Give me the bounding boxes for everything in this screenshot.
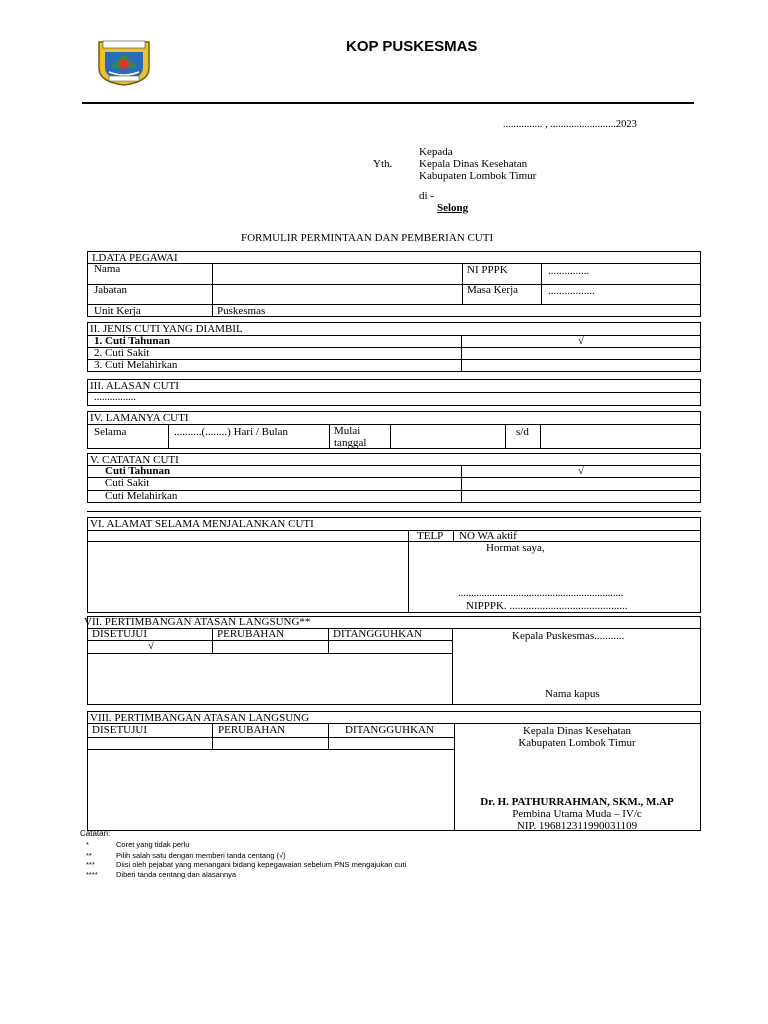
hormat-saya: Hormat saya, bbox=[486, 542, 545, 554]
masa-kerja-value: ................. bbox=[548, 285, 595, 297]
section-lamanya-cuti bbox=[87, 411, 701, 449]
note-symbol: *** bbox=[86, 860, 95, 869]
official-rank: Pembina Utama Muda – IV/c bbox=[512, 808, 642, 820]
note-text: Pilih salah satu dengan memberi tanda centang (√) bbox=[116, 851, 286, 860]
section-data-pegawai bbox=[87, 251, 701, 317]
section-title: III. ALASAN CUTI bbox=[90, 380, 179, 392]
section-alamat-cuti bbox=[87, 517, 701, 613]
recipient-line-2: Kabupaten Lombok Timur bbox=[419, 170, 537, 182]
check-mark: √ bbox=[148, 640, 155, 652]
regency-logo bbox=[97, 38, 151, 86]
alasan-value: ................ bbox=[94, 392, 136, 403]
note-item bbox=[86, 851, 286, 860]
signature-dots: ............................................................... bbox=[458, 588, 624, 599]
note-text: Diberi tanda centang dan alasannya bbox=[116, 870, 237, 879]
notes-title: Catatan: bbox=[80, 829, 111, 838]
section-pertimbangan-atasan bbox=[84, 616, 701, 705]
official-nip: NIP. 196812311990031109 bbox=[516, 820, 638, 832]
unit-kerja-value: Puskesmas bbox=[217, 305, 266, 317]
di-label: di - bbox=[419, 190, 434, 202]
note-symbol: **** bbox=[86, 870, 98, 879]
section-catatan-cuti bbox=[87, 453, 701, 503]
note-symbol: ** bbox=[86, 851, 92, 860]
header-rule bbox=[82, 102, 694, 104]
perubahan-label: PERUBAHAN bbox=[217, 628, 285, 640]
nama-label: Nama bbox=[94, 263, 121, 275]
jenis-cuti-item: 3. Cuti Melahirkan bbox=[94, 359, 178, 371]
disetujui-label: DISETUJUI bbox=[92, 724, 147, 736]
catatan-item: Cuti Sakit bbox=[105, 477, 150, 489]
nipppk-line: NIPPPK. ........................................... bbox=[466, 600, 628, 612]
section-title: VII. PERTIMBANGAN ATASAN LANGSUNG** bbox=[84, 616, 311, 628]
unit-kerja-label: Unit Kerja bbox=[94, 305, 141, 317]
place-name: Selong bbox=[437, 202, 469, 214]
jenis-cuti-item: 2. Cuti Sakit bbox=[94, 347, 150, 359]
note-text: Coret yang tidak perlu bbox=[116, 840, 190, 849]
official-name: Dr. H. PATHURRAHMAN, SKM., M.AP bbox=[480, 796, 674, 808]
perubahan-label: PERUBAHAN bbox=[218, 724, 286, 736]
section-title: VI. ALAMAT SELAMA MENJALANKAN CUTI bbox=[90, 518, 314, 530]
separator-rule bbox=[87, 511, 701, 512]
check-mark: √ bbox=[578, 335, 585, 347]
form-title: FORMULIR PERMINTAAN DAN PEMBERIAN CUTI bbox=[241, 232, 494, 244]
section-title: IV. LAMANYA CUTI bbox=[90, 412, 189, 424]
yth-label: Yth. bbox=[373, 158, 393, 170]
wa-label: NO WA aktif bbox=[459, 530, 517, 542]
nipppk-label: NI PPPK bbox=[467, 264, 508, 276]
nipppk-value: ............... bbox=[548, 265, 590, 277]
section-title: I.DATA PEGAWAI bbox=[92, 252, 178, 264]
jabatan-label: Jabatan bbox=[94, 284, 127, 296]
note-item bbox=[86, 860, 406, 869]
recipient-line-1: Kepala Dinas Kesehatan bbox=[419, 158, 528, 170]
jenis-cuti-item: 1. Cuti Tahunan bbox=[94, 335, 171, 347]
masa-kerja-label: Masa Kerja bbox=[467, 284, 519, 296]
ditangguhkan-label: DITANGGUHKAN bbox=[345, 724, 434, 736]
section-title: VIII. PERTIMBANGAN ATASAN LANGSUNG bbox=[90, 712, 310, 724]
kepala-puskesmas: Kepala Puskesmas........... bbox=[512, 630, 625, 642]
date-line: ............... , .........................2023 bbox=[503, 119, 637, 130]
section-title: V. CATATAN CUTI bbox=[90, 454, 179, 466]
nama-kapus: Nama kapus bbox=[545, 688, 600, 700]
mulai-label: Mulai bbox=[334, 425, 361, 437]
tanggal-label: tanggal bbox=[334, 437, 367, 449]
ditangguhkan-label: DITANGGUHKAN bbox=[333, 628, 422, 640]
official-title-2: Kabupaten Lombok Timur bbox=[518, 737, 636, 749]
note-item bbox=[86, 840, 189, 849]
sd-label: s/d bbox=[516, 426, 529, 438]
to-label: Kepada bbox=[419, 146, 453, 158]
selama-label: Selama bbox=[94, 426, 127, 438]
letterhead-title: KOP PUSKESMAS bbox=[346, 38, 478, 55]
note-symbol: * bbox=[86, 840, 89, 849]
telp-label: TELP bbox=[417, 530, 444, 542]
official-title-1: Kepala Dinas Kesehatan bbox=[522, 725, 632, 737]
catatan-item: Cuti Melahirkan bbox=[105, 490, 178, 502]
catatan-item: Cuti Tahunan bbox=[105, 465, 171, 477]
note-item bbox=[86, 870, 236, 879]
check-mark: √ bbox=[578, 465, 585, 477]
duration-value: ..........(........) Hari / Bulan bbox=[174, 426, 288, 438]
section-jenis-cuti bbox=[87, 322, 701, 372]
section-alasan-cuti bbox=[87, 379, 701, 406]
disetujui-label: DISETUJUI bbox=[92, 628, 147, 640]
section-title: II. JENIS CUTI YANG DIAMBIL bbox=[90, 323, 243, 335]
note-text: Diisi oleh pejabat yang menangani bidang kepegawaian sebelum PNS mengajukan cuti bbox=[116, 860, 407, 869]
section-pertimbangan-pejabat bbox=[87, 711, 701, 831]
